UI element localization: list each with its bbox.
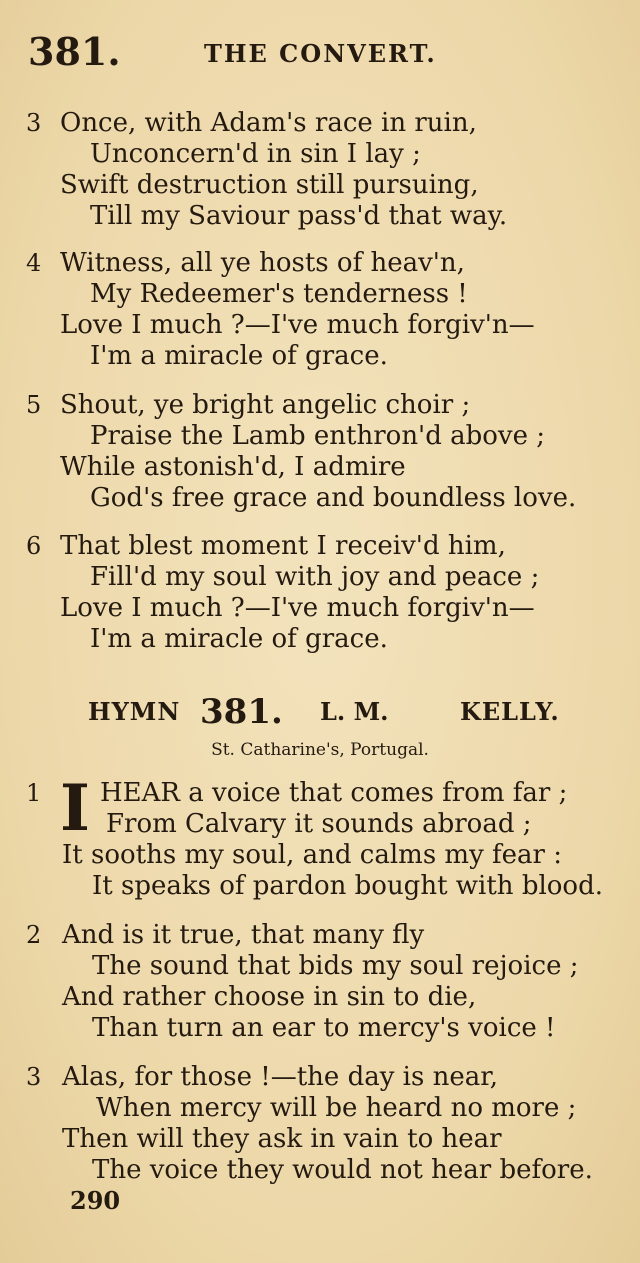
- stanza-number: 1: [26, 779, 42, 807]
- hymn-stanza-3: [26, 1062, 626, 1186]
- stanza-line: Till my Saviour pass'd that way.: [90, 201, 508, 231]
- running-title: THE CONVERT.: [204, 39, 437, 68]
- stanza-line: That blest moment I receiv'd him,: [60, 531, 506, 561]
- stanza-line: God's free grace and boundless love.: [90, 483, 577, 513]
- hymn-label: HYMN: [88, 697, 181, 726]
- stanza-line: It speaks of pardon bought with blood.: [92, 871, 603, 901]
- stanza-line: The voice they would not hear before.: [92, 1155, 593, 1185]
- stanza-line: When mercy will be heard no more ;: [96, 1093, 577, 1123]
- stanza-number: 3: [26, 109, 42, 137]
- stanza-line: Witness, all ye hosts of heav'n,: [60, 248, 465, 278]
- stanza-5: [26, 390, 626, 514]
- stanza-number: 6: [26, 532, 42, 560]
- stanza-number: 4: [26, 249, 42, 277]
- stanza-line: My Redeemer's tenderness !: [90, 279, 468, 309]
- stanza-line: From Calvary it sounds abroad ;: [106, 809, 532, 839]
- stanza-line: Praise the Lamb enthron'd above ;: [90, 421, 546, 451]
- stanza-line: I'm a miracle of grace.: [90, 341, 388, 371]
- stanza-line: While astonish'd, I admire: [60, 452, 406, 482]
- stanza-line: Fill'd my soul with joy and peace ;: [90, 562, 540, 592]
- stanza-line: Once, with Adam's race in ruin,: [60, 108, 477, 138]
- footer-page-number: 290: [70, 1186, 121, 1215]
- stanza-line: The sound that bids my soul rejoice ;: [92, 951, 579, 981]
- stanza-6: [26, 531, 626, 655]
- tune-names: St. Catharine's, Portugal.: [211, 740, 429, 760]
- hymn-stanza-2: [26, 920, 626, 1044]
- stanza-line: Shout, ye bright angelic choir ;: [60, 390, 471, 420]
- drop-cap: I: [60, 771, 90, 846]
- stanza-3: [26, 108, 626, 232]
- stanza-line: It sooths my soul, and calms my fear :: [62, 840, 562, 870]
- stanza-number: 5: [26, 391, 42, 419]
- stanza-line: Love I much ?—I've much forgiv'n—: [60, 593, 535, 623]
- stanza-line: I'm a miracle of grace.: [90, 624, 388, 654]
- stanza-line: Than turn an ear to mercy's voice !: [92, 1013, 556, 1043]
- stanza-line: Swift destruction still pursuing,: [60, 170, 479, 200]
- stanza-line: HEAR a voice that comes from far ;: [100, 778, 568, 808]
- stanza-line: And is it true, that many fly: [62, 920, 425, 950]
- hymn-stanza-1: [26, 771, 626, 902]
- stanza-number: 2: [26, 921, 42, 949]
- stanza-4: [26, 248, 626, 372]
- header-page-number: 381.: [28, 29, 121, 74]
- stanza-line: Unconcern'd in sin I lay ;: [90, 139, 421, 169]
- hymn-meter: L. M.: [320, 697, 389, 726]
- stanza-number: 3: [26, 1063, 42, 1091]
- stanza-line: Then will they ask in vain to hear: [62, 1124, 502, 1154]
- hymn-number: 381.: [200, 692, 283, 732]
- stanza-line: Alas, for those !—the day is near,: [62, 1062, 499, 1092]
- page-header: [28, 28, 620, 76]
- hymn-heading: [88, 690, 600, 734]
- hymn-author: KELLY.: [460, 697, 560, 726]
- stanza-line: Love I much ?—I've much forgiv'n—: [60, 310, 535, 340]
- stanza-line: And rather choose in sin to die,: [62, 982, 477, 1012]
